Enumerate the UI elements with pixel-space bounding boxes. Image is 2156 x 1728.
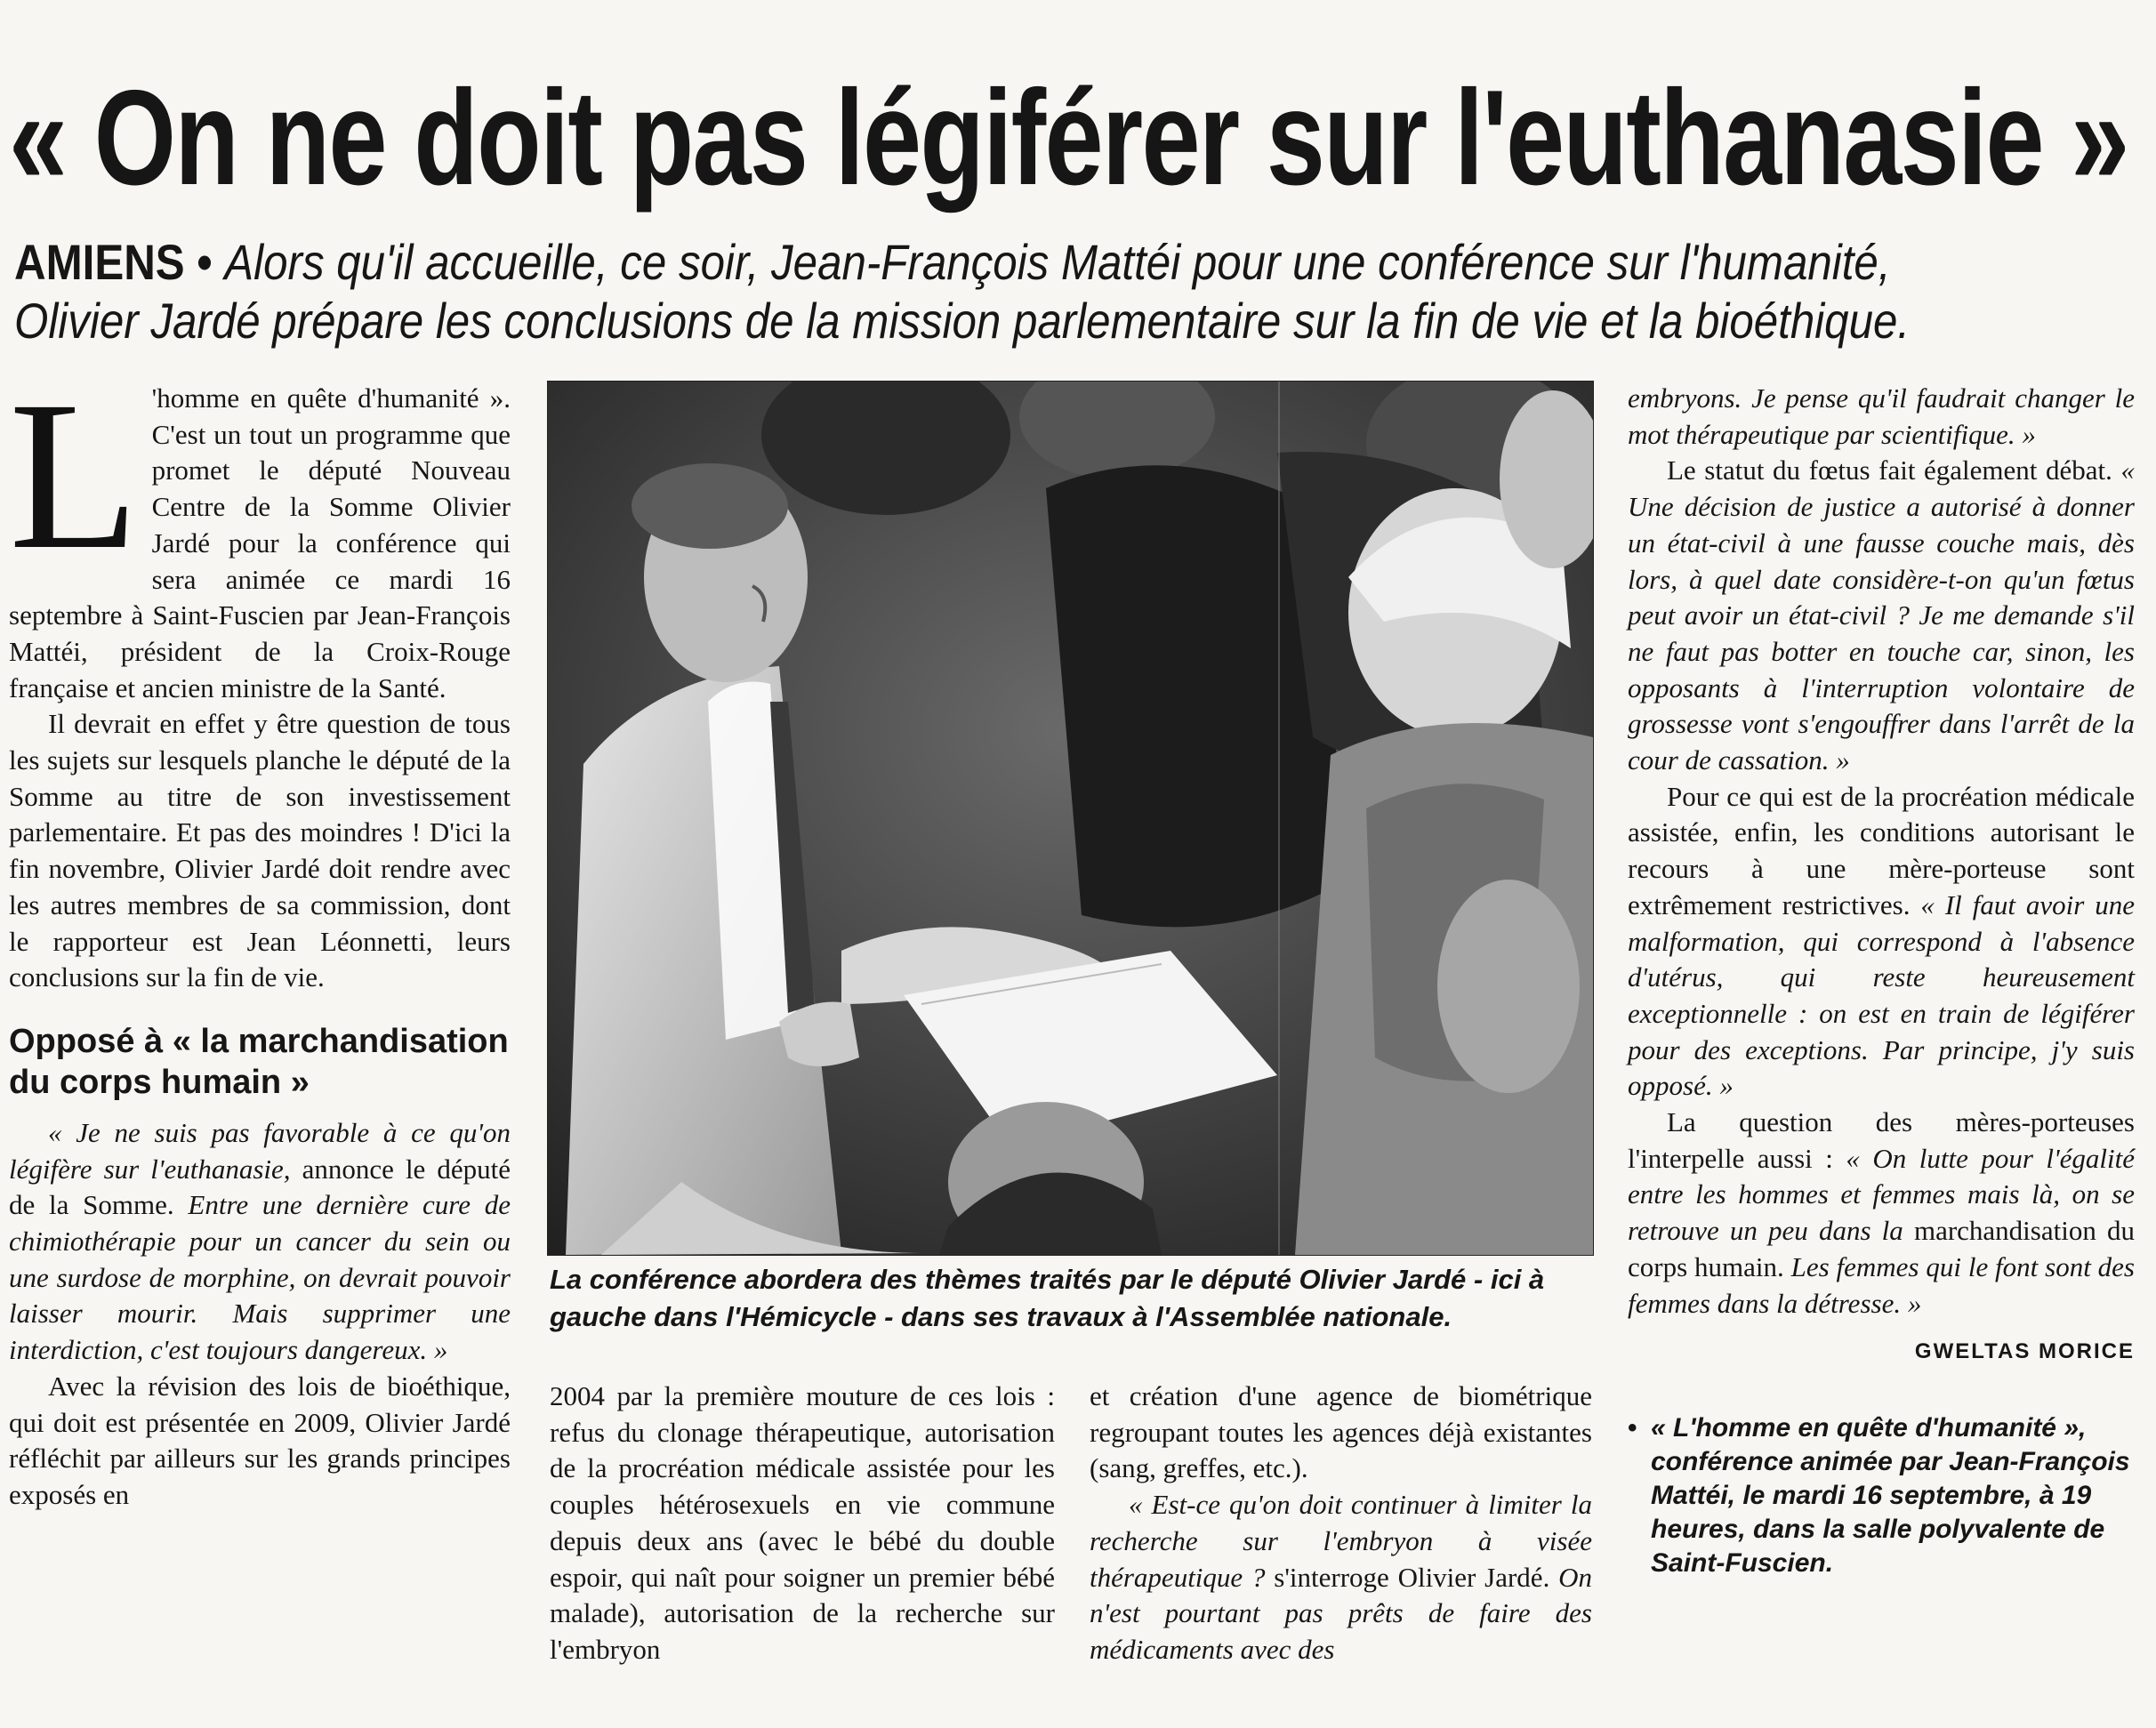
quote: « Une décision de justice a autorisé à donner un état-civil à une fausse couche mais, dès lors, à quel date considère-t-on qu'un fœtus peut avoir un état-civil ? Je me demande s'il ne faut pas botter en touche car, sinon, les opposants à l'interruption volontaire de grossesse vont s'engouffrer dans l'arrêt de la cour de cassation. » — [1628, 454, 2135, 776]
quote: On n'est pourtant pas prêts de faire des médicaments avec des — [1090, 1561, 1592, 1665]
quote: « Est-ce qu'on doit continuer à limiter la recherche sur l'embryon à visée thérapeutique ? — [1090, 1489, 1592, 1593]
quote: Entre une dernière cure de chimiothérapie pour un cancer du sein ou une surdose de morphine, on devrait pouvoir laisser mourir. Mais supprimer une interdiction, c'est toujours dangereux. » — [9, 1189, 511, 1366]
paragraph-intro-text: 'homme en quête d'humanité ». C'est un tout un programme que promet le député Nouveau Centre de la Somme Olivier Jardé pour la conférence qui sera animée ce mardi 16 septembre à Saint-Fuscien par Jean-François Mattéi, président de la Croix-Rouge française et ancien ministre de la Santé. — [9, 382, 511, 703]
paragraph — [1628, 1105, 2135, 1322]
paragraph: et création d'une agence de biométrique regroupant toutes les agences déjà existantes (sang, greffes, etc.). — [1090, 1380, 1592, 1484]
quote: embryons. Je pense qu'il faudrait changer le mot thérapeutique par scientifique. » — [1628, 382, 2135, 450]
text: Le statut du fœtus fait également débat. — [1667, 454, 2121, 486]
headline: « On ne doit pas légiférer sur l'euthanasie » — [9, 62, 2128, 213]
event-info-text: « L'homme en quête d'humanité », conférence animée par Jean-François Mattéi, le mardi 16 septembre, à 19 heures, dans la salle polyvalente de Saint-Fuscien. — [1651, 1412, 2130, 1578]
quote: « Je ne suis pas favorable à ce qu'on légifère sur l'euthanasie, — [9, 1116, 511, 1185]
info-bullet: • — [1628, 1412, 1637, 1443]
attribution: annonce le député de la Somme. — [9, 1153, 511, 1221]
deck-line-2: Olivier Jardé prépare les conclusions de la mission parlementaire sur la fin de vie et la bioéthique. — [14, 293, 1911, 349]
paragraph: Il devrait en effet y être question de tous les sujets sur lesquels planche le député de la Somme au titre de son investissement parlementaire. Et pas des moindres ! D'ici la fin novembre, Olivier Jardé doit rendre avec les autres membres de sa commission, dont le rapporteur est Jean Léonnetti, leurs conclusions sur la fin de vie. — [9, 708, 511, 993]
paragraph: Avec la révision des lois de bioéthique, qui doit est présentée en 2009, Olivier Jardé réfléchit par ailleurs sur les grands principes exposés en — [9, 1370, 511, 1510]
text: Pour ce qui est de la procréation médicale assistée, enfin, les conditions autorisant le recours à une mère-porteuse sont extrêmement restrictives. — [1628, 780, 2135, 920]
dateline: AMIENS — [14, 234, 185, 290]
column-3 — [1090, 1378, 1592, 1668]
paragraph — [1628, 779, 2135, 1105]
subheading: Opposé à « la marchandisation du corps humain » — [9, 1022, 509, 1101]
quote: « Il faut avoir une malformation, qui correspond à l'absence d'utérus, qui reste heureusement exceptionnelle : on est en train de légiférer pour des exceptions. Par principe, j'y suis opposé. » — [1628, 888, 2135, 1102]
paragraph-quote — [1090, 1487, 1592, 1668]
text: marchandisation du corps humain. — [1628, 1215, 2135, 1282]
column-2 — [550, 1378, 1055, 1668]
paragraph — [1628, 453, 2135, 778]
paragraph-quote — [9, 1115, 511, 1369]
paragraph: 2004 par la première mouture de ces lois : refus du clonage thérapeutique, autorisation de la procréation médicale assistée pour les couples hétérosexuels en vie commune depuis deux ans (avec le bébé du double espoir, qui naît pour soigner un premier bébé malade), autorisation de la recherche sur l'embryon — [550, 1380, 1055, 1665]
dateline-bullet: • — [197, 234, 213, 290]
quote: « On lutte pour l'égalité entre les hommes et femmes mais là, on se retrouve un peu dans la — [1628, 1142, 2135, 1247]
attribution: s'interroge Olivier Jardé. — [1265, 1561, 1559, 1593]
column-4 — [1628, 381, 2135, 1580]
drop-cap: L — [9, 357, 140, 593]
deck-line-1: Alors qu'il accueille, ce soir, Jean-François Mattéi pour une conférence sur l'humanité, — [224, 234, 1891, 290]
text: La question des mères-porteuses l'interpelle aussi : — [1628, 1106, 2135, 1174]
column-1 — [9, 357, 511, 1514]
event-info — [1628, 1411, 2135, 1580]
article-photo — [547, 381, 1594, 1256]
paragraph-intro — [9, 357, 511, 706]
quote: Les femmes qui le font sont des femmes dans la détresse. » — [1628, 1250, 2135, 1319]
paragraph-quote — [1628, 381, 2135, 453]
lead — [14, 233, 2128, 350]
author-signature: GWELTAS MORICE — [1914, 1339, 2135, 1364]
photo-illustration — [548, 382, 1593, 1255]
lead-line-1 — [14, 233, 2128, 292]
photo-caption: La conférence abordera des thèmes traités par le député Olivier Jardé - ici à gauche dans l'Hémicycle - dans ses travaux à l'Assemblée nationale. — [550, 1264, 1545, 1332]
